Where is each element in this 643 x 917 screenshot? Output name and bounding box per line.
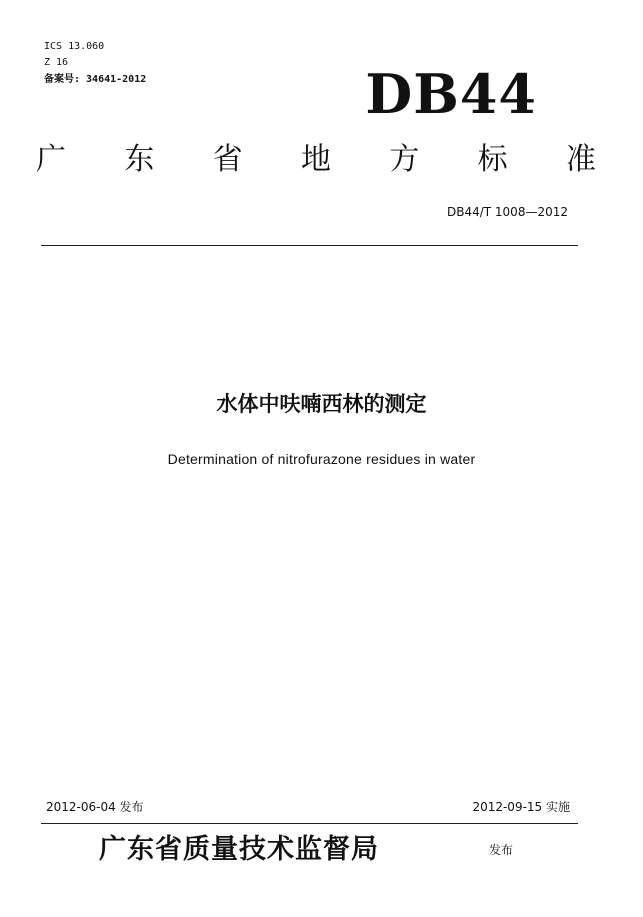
standard-type-char: 标 — [477, 142, 508, 177]
issuing-action: 发布 — [489, 843, 514, 857]
standard-type-char: 准 — [565, 142, 596, 177]
standard-type-char: 地 — [300, 142, 331, 177]
standard-type-char: 方 — [389, 142, 420, 177]
z-code: Z 16 — [44, 57, 69, 68]
standard-type-char: 省 — [212, 142, 243, 177]
standard-number: DB44/T 1008—2012 — [446, 205, 568, 219]
top-divider — [41, 245, 578, 246]
document-title-english: Determination of nitrofurazone residues in water — [167, 451, 476, 467]
ics-code: ICS 13.060 — [44, 41, 105, 52]
issue-date: 2012-06-04 发布 — [46, 800, 144, 814]
db-logo: DB44 — [365, 62, 537, 126]
issuing-authority: 广东省质量技术监督局 — [99, 834, 379, 865]
effective-date: 2012-09-15 实施 — [472, 800, 570, 814]
bottom-divider — [41, 823, 578, 824]
document-title-chinese: 水体中呋喃西林的测定 — [216, 392, 427, 416]
standard-type-heading — [36, 142, 596, 178]
standard-type-char: 东 — [124, 142, 155, 177]
filing-number: 备案号: 34641-2012 — [44, 74, 147, 85]
standard-type-char: 广 — [36, 142, 66, 177]
